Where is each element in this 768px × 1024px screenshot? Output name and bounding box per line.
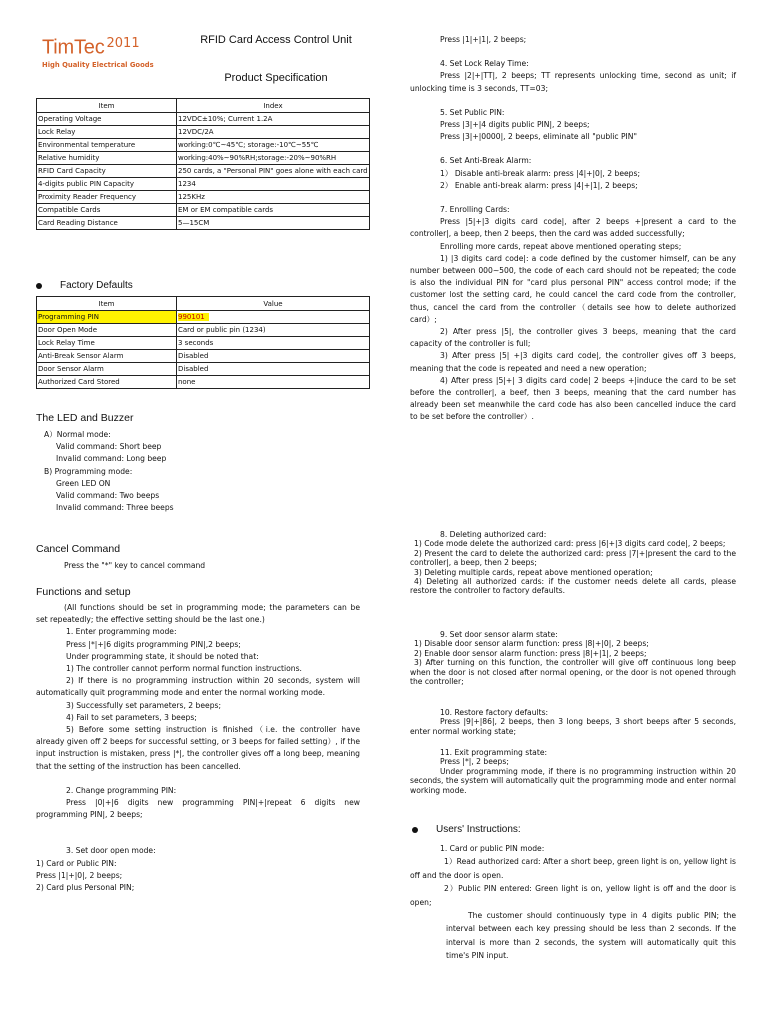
cancel-command-text: Press the "*" key to cancel command xyxy=(64,561,206,570)
bullet-icon xyxy=(412,827,418,833)
step-text: 1) Code mode delete the authorized card: press |6|+|3 digits card code|, 2 beeps; xyxy=(414,539,726,549)
step-title: 4. Set Lock Relay Time: xyxy=(440,59,529,69)
step-text: 4) Deleting all authorized cards: if the customer needs delete all cards, please restore the controller to factory defaults. xyxy=(410,577,736,596)
spacer xyxy=(410,143,736,155)
step-text: Press |9|+|86|, 2 beeps, then 3 long beeps, 3 short beeps after 5 seconds, enter normal working state; xyxy=(410,717,736,736)
door-sensor-section xyxy=(410,630,736,686)
text-line: B) Programming mode: xyxy=(44,466,133,476)
table-cell: 1234 xyxy=(177,178,370,191)
table-row xyxy=(37,337,370,350)
table-header-cell: Index xyxy=(177,99,370,113)
step-text: Press |3|+|0000|, 2 beeps, eliminate all "public PIN" xyxy=(440,132,637,142)
step-title: 7. Enrolling Cards: xyxy=(440,205,510,215)
table-cell: Relative humidity xyxy=(37,152,177,165)
table-row xyxy=(37,152,370,165)
step-title: 3. Set door open mode: xyxy=(66,846,156,856)
step-text: 1) Card or Public PIN: xyxy=(36,858,117,868)
step-text: Press |2|+|TT|, 2 beeps; TT represents unlocking time, second as unit; if unlocking time is 3 seconds, TT=03; xyxy=(410,71,736,93)
table-row xyxy=(37,350,370,363)
spacer xyxy=(36,821,360,845)
table-header-cell: Item xyxy=(37,99,177,113)
logo-name: TimTec xyxy=(42,36,105,59)
table-row xyxy=(37,311,370,324)
factory-defaults-heading xyxy=(36,280,133,291)
table-row xyxy=(37,113,370,126)
section-heading-text: Factory Defaults xyxy=(60,280,133,291)
step-text: 4) Fail to set parameters, 3 beeps; xyxy=(66,712,197,722)
step-title: 2. Change programming PIN: xyxy=(66,785,177,795)
step-text: 1） Disable anti-break alarm: press |4|+|0|, 2 beeps; xyxy=(440,168,641,178)
document-title: RFID Card Access Control Unit xyxy=(200,34,352,46)
step-title: 10. Restore factory defaults: xyxy=(440,708,549,717)
step-text: Press |*|+|6 digits programming PIN|,2 beeps; xyxy=(66,639,241,649)
table-cell xyxy=(177,311,370,324)
table-cell: Lock Relay xyxy=(37,126,177,139)
logo-year: 2011 xyxy=(106,36,140,51)
text-line: Invalid command: Three beeps xyxy=(56,503,174,513)
step-title: 5. Set Public PIN: xyxy=(440,107,505,117)
text-line: Green LED ON xyxy=(56,478,111,488)
specification-table xyxy=(36,98,370,230)
step-text: Press |*|, 2 beeps; xyxy=(440,757,509,767)
table-cell: Anti-Break Sensor Alarm xyxy=(37,350,177,363)
table-cell: Card or public pin (1234) xyxy=(177,324,370,337)
table-cell: EM or EM compatible cards xyxy=(177,204,370,217)
step-text: Under programming state, it should be noted that: xyxy=(66,651,259,661)
step-text: 2) Enable door sensor alarm function: press |8|+|1|, 2 beeps; xyxy=(414,648,647,658)
table-row xyxy=(37,324,370,337)
functions-section-continued xyxy=(410,34,736,424)
step-text: Press |5|+|3 digits card code|, after 2 beeps +|present a card to the controller|, a beep, then 2 beeps, then the card was added successfully; xyxy=(410,217,736,239)
spacer xyxy=(410,192,736,204)
led-buzzer-heading: The LED and Buzzer xyxy=(36,412,134,424)
table-header-row xyxy=(37,99,370,113)
functions-heading: Functions and setup xyxy=(36,586,131,598)
step-text: Press |1|+|0|, 2 beeps; xyxy=(36,870,123,880)
text-line: Valid command: Short beep xyxy=(56,442,162,452)
step-title: 1. Enter programming mode: xyxy=(66,627,177,637)
spacer xyxy=(36,773,360,785)
table-row xyxy=(37,204,370,217)
table-row xyxy=(37,178,370,191)
table-cell: 250 cards, a "Personal PIN" goes alone with each card xyxy=(177,165,370,178)
intro-text: (All functions should be set in programming mode; the parameters can be set repeatedly; the effective setting should be the last one.) xyxy=(36,603,360,625)
table-cell: Lock Relay Time xyxy=(37,337,177,350)
instruction-text: 1）Read authorized card: After a short beep, green light is on, yellow light is off and the door is open. xyxy=(410,857,736,880)
text-line: A）Normal mode: xyxy=(44,430,111,439)
instruction-text: 2）Public PIN entered: Green light is on, yellow light is off and the door is open; xyxy=(410,884,736,907)
table-cell: Proximity Reader Frequency xyxy=(37,191,177,204)
table-cell: 3 seconds xyxy=(177,337,370,350)
step-text: 3) After press |5| +|3 digits card code|, the controller gives off 3 beeps, meaning that the code is repeated and need a new operation; xyxy=(410,351,736,373)
step-title: 11. Exit programming state: xyxy=(440,748,548,757)
spacer xyxy=(410,95,736,107)
section-heading-text: Users' Instructions: xyxy=(436,824,521,835)
table-cell: 12VDC±10%; Current 1.2A xyxy=(177,113,370,126)
instruction-text: 1. Card or public PIN mode: xyxy=(440,844,545,853)
step-text: Press |1|+|1|, 2 beeps; xyxy=(440,35,527,44)
users-instructions-section xyxy=(410,842,736,963)
step-text: 2) Present the card to delete the authorized card: press |7|+|present the card to the controller|, a beep, then 2 beeps; xyxy=(410,548,736,568)
step-text: 2) After press |5|, the controller gives 3 beeps, meaning that the card capacity of the controller is full; xyxy=(410,327,736,349)
step-text: 4) After press |5|+| 3 digits card code| 2 beeps +|induce the card to be set before the controller|, a beef, then 3 beeps, meaning that the card number has already been set meanwhile the card code has also been cancelled induce the card to be set before the controller）. xyxy=(410,375,736,422)
table-row xyxy=(37,165,370,178)
functions-section xyxy=(36,602,360,894)
table-header-cell: Item xyxy=(37,297,177,311)
spacer xyxy=(410,46,736,58)
table-row xyxy=(37,363,370,376)
step-title: 9. Set door sensor alarm state: xyxy=(440,630,558,639)
table-cell: RFID Card Capacity xyxy=(37,165,177,178)
programming-pin-value: 990101 xyxy=(178,313,209,321)
table-row xyxy=(37,376,370,389)
step-text: 1) The controller cannot perform normal function instructions. xyxy=(66,664,302,674)
logo-tagline: High Quality Electrical Goods xyxy=(42,61,154,70)
table-row xyxy=(37,126,370,139)
table-cell: Door Open Mode xyxy=(37,324,177,337)
step-text: 2） Enable anti-break alarm: press |4|+|1|, 2 beeps; xyxy=(440,180,638,190)
table-row xyxy=(37,217,370,230)
text-line: Invalid command: Long beep xyxy=(56,454,167,464)
company-logo xyxy=(42,36,172,76)
step-text: 1) |3 digits card code|: a code defined by the customer himself, can be any number between 000~500, the code of each card should not be repeated; the code is also the individual PIN for "card plus personal PIN" access control mode; if the customer lost the setting card, he could cancel the card code from the controller, thus, cancel the card from the controller（details see how to delete authorized card）; xyxy=(410,253,736,324)
table-cell: none xyxy=(177,376,370,389)
factory-defaults-table xyxy=(36,296,370,389)
step-text: 5) Before some setting instruction is finished（i.e. the controller have already given off 2 beeps for successful setting, or 3 beeps for failed setting）, if the input instruction is mistaken, press |*|, the controller gives off a long beep, meaning that the setting of the instruction has been cancelled. xyxy=(36,725,360,771)
table-cell: working:40%~90%RH;storage:-20%~90%RH xyxy=(177,152,370,165)
step-text: 3) Deleting multiple cards, repeat above mentioned operation; xyxy=(414,567,653,577)
table-cell: 4-digits public PIN Capacity xyxy=(37,178,177,191)
restore-defaults-section xyxy=(410,708,736,736)
cancel-command-heading: Cancel Command xyxy=(36,543,121,555)
table-header-row xyxy=(37,297,370,311)
table-cell: Compatible Cards xyxy=(37,204,177,217)
step-text: Press |0|+|6 digits new programming PIN|+|repeat 6 digits new programming PIN|, 2 beeps; xyxy=(36,798,360,820)
table-cell: Environmental temperature xyxy=(37,139,177,152)
step-title: 8. Deleting authorized card: xyxy=(440,530,547,539)
table-cell: working:0℃~45℃; storage:-10℃~55℃ xyxy=(177,139,370,152)
table-cell: Door Sensor Alarm xyxy=(37,363,177,376)
table-cell: Operating Voltage xyxy=(37,113,177,126)
table-header-cell: Value xyxy=(177,297,370,311)
table-cell: Disabled xyxy=(177,350,370,363)
step-text: 3) Successfully set parameters, 2 beeps; xyxy=(66,700,222,710)
text-line: Valid command: Two beeps xyxy=(56,491,160,501)
table-cell: 12VDC/2A xyxy=(177,126,370,139)
table-cell: Disabled xyxy=(177,363,370,376)
table-cell: Card Reading Distance xyxy=(37,217,177,230)
led-buzzer-section xyxy=(44,429,364,514)
step-text: 2) If there is no programming instruction within 20 seconds, system will automatically quit programming mode and enter the normal working mode. xyxy=(36,676,360,698)
table-cell: Programming PIN xyxy=(37,311,177,324)
step-text: Press |3|+|4 digits public PIN|, 2 beeps; xyxy=(440,120,590,130)
table-row xyxy=(37,191,370,204)
table-cell: 125KHz xyxy=(177,191,370,204)
step-text: 3) After turning on this function, the controller will give off continuous long beep when the door is not closed after normal opening, or the door is not opened through the controller; xyxy=(410,658,736,687)
step-text: 1) Disable door sensor alarm function: press |8|+|0|, 2 beeps; xyxy=(414,639,649,649)
exit-programming-section xyxy=(410,748,736,795)
bullet-icon xyxy=(36,283,42,289)
table-cell: Authorized Card Stored xyxy=(37,376,177,389)
table-cell: 5—15CM xyxy=(177,217,370,230)
step-title: 6. Set Anti-Break Alarm: xyxy=(440,156,532,166)
users-instructions-heading xyxy=(412,824,521,835)
step-text: 2) Card plus Personal PIN; xyxy=(36,883,135,893)
instruction-text: The customer should continuously type in 4 digits public PIN; the interval between each key pressing should be less than 2 seconds. If the interval is more than 2 seconds, the system will automatically quit this time's PIN input. xyxy=(446,911,736,961)
step-text: Enrolling more cards, repeat above mentioned operating steps; xyxy=(440,241,682,251)
document-subtitle: Product Specification xyxy=(224,72,328,84)
table-row xyxy=(37,139,370,152)
step-text: Under programming mode, if there is no programming instruction within 20 seconds, the system will automatically quit the programming mode and enter normal working mode. xyxy=(410,766,736,795)
delete-card-section xyxy=(410,530,736,596)
